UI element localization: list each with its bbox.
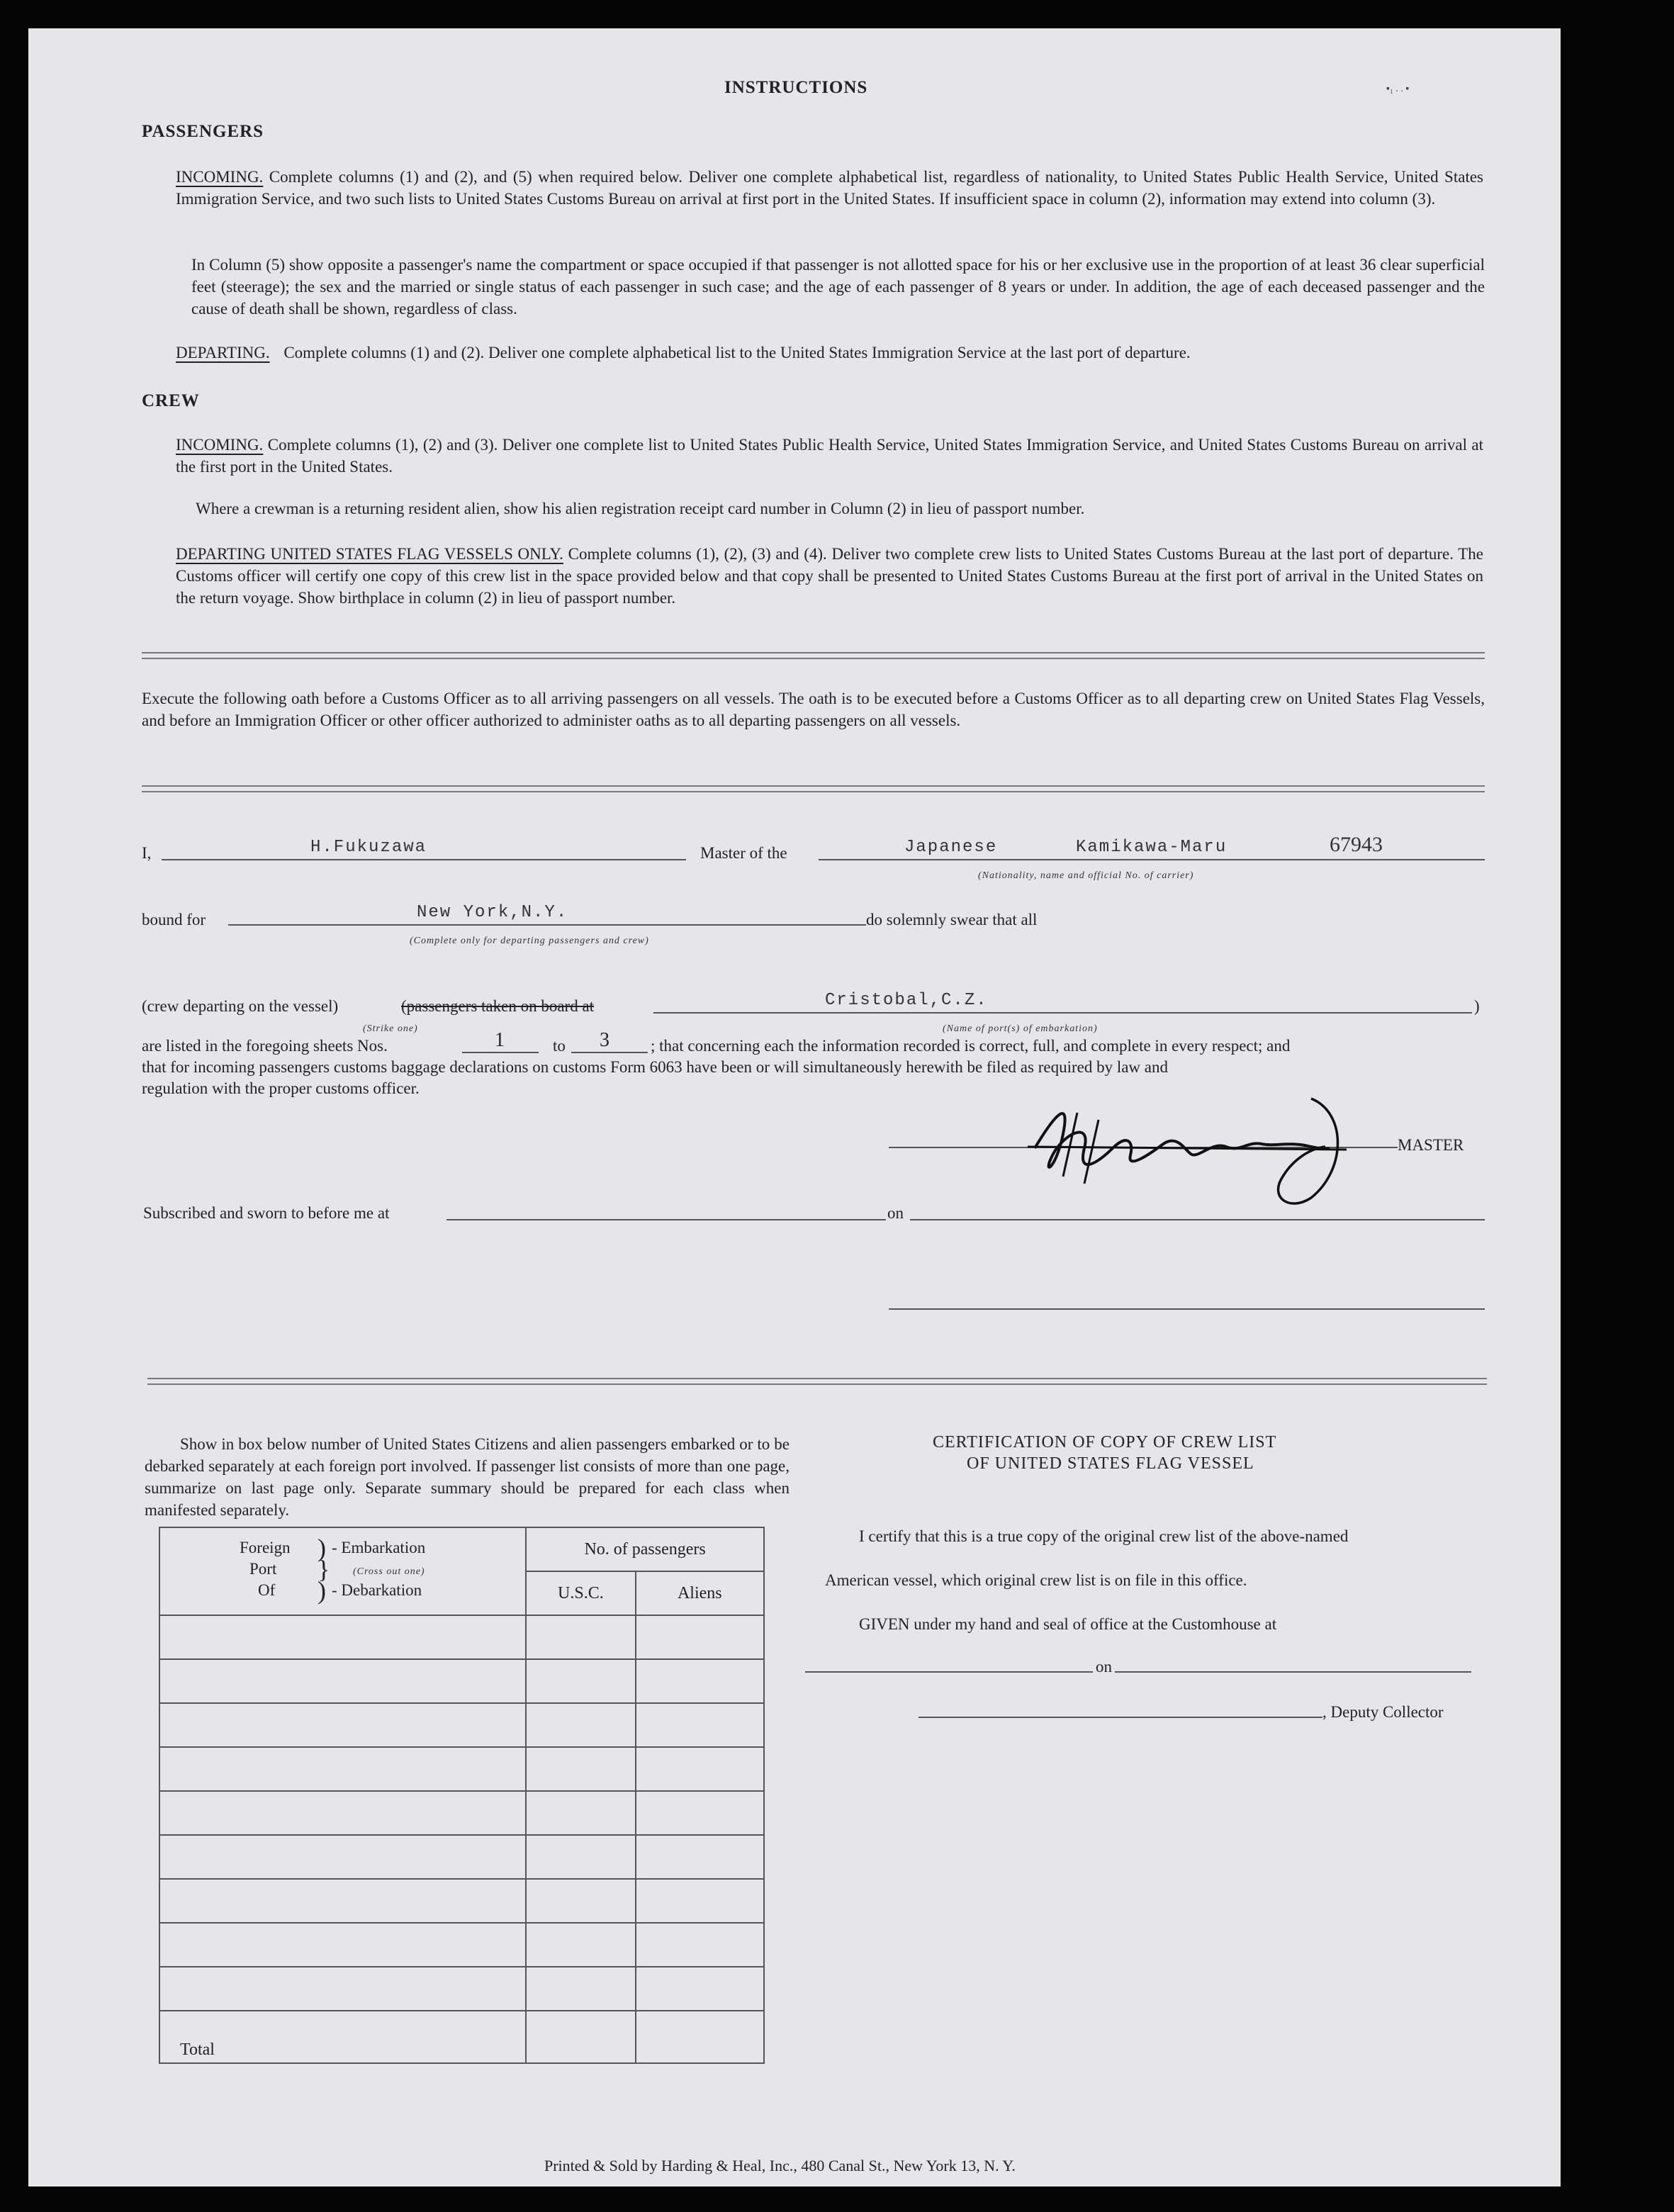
passengers-departing-text: Complete columns (1) and (2). Deliver one complete alphabetical list to the United States Immigration Service at the last port of departure. <box>283 344 1191 361</box>
table-cell <box>159 1703 526 1747</box>
certification-title-line-2: OF UNITED STATES FLAG VESSEL <box>967 1454 1254 1473</box>
crew-departing-label: DEPARTING UNITED STATES FLAG VESSELS ONLY. <box>176 545 563 563</box>
nationality-value: Japanese <box>904 838 998 857</box>
listed-label: are listed in the foregoing sheets Nos. <box>142 1037 388 1055</box>
table-cell <box>636 1703 764 1747</box>
bound-for-line <box>228 924 866 926</box>
crew-departing-paragraph <box>176 543 1483 609</box>
brace-middle: } <box>318 1555 330 1583</box>
sworn-date-line <box>910 1219 1485 1220</box>
to-label: to <box>553 1037 566 1055</box>
port-caption: (Name of port(s) of embarkation) <box>943 1023 1098 1034</box>
table-cell <box>159 1659 526 1703</box>
aliens-header: Aliens <box>636 1571 764 1615</box>
sheet-to-value: 3 <box>600 1029 610 1051</box>
official-number-value: 67943 <box>1330 833 1383 856</box>
col-debarkation-label: - Debarkation <box>332 1581 422 1599</box>
table-cell <box>636 1923 764 1967</box>
master-name-value: H.Fukuzawa <box>310 838 427 857</box>
table-cell <box>159 1791 526 1835</box>
col-port-label: Port <box>249 1560 277 1578</box>
certification-text-line-3: GIVEN under my hand and seal of office at the Customhouse at <box>859 1615 1277 1633</box>
col-crossout-label: (Cross out one) <box>353 1566 425 1577</box>
crew-incoming-label: INCOMING. <box>176 436 264 454</box>
port-value: Cristobal,C.Z. <box>825 991 988 1010</box>
officer-signature-line <box>889 1308 1485 1310</box>
listed-text-line-1: ; that concerning each the information recorded is correct, full, and complete in every respect; and <box>651 1037 1291 1055</box>
table-cell <box>159 1879 526 1923</box>
oath-i-label: I, <box>142 844 152 862</box>
master-name-line <box>162 859 686 860</box>
passenger-summary-table <box>159 1527 765 2064</box>
bound-for-value: New York,N.Y. <box>417 903 568 922</box>
table-cell <box>526 1879 635 1923</box>
printer-footer: Printed & Sold by Harding & Heal, Inc., 480 Canal St., New York 13, N. Y. <box>544 2157 1016 2174</box>
table-cell <box>526 1615 635 1659</box>
table-cell <box>526 2011 635 2063</box>
carrier-line <box>819 859 1485 860</box>
customhouse-line <box>805 1671 1471 1673</box>
passengers-incoming-paragraph <box>176 166 1483 210</box>
section-divider <box>142 652 1485 659</box>
total-label: Total <box>159 2011 526 2063</box>
sworn-place-line <box>446 1219 886 1220</box>
certification-text-line-2: American vessel, which original crew list is on file in this office. <box>825 1571 1247 1589</box>
table-cell <box>159 1835 526 1879</box>
listed-text-line-2: that for incoming passengers customs baggage declarations on customs Form 6063 have been or will simultaneously herewith be filed as required by law and <box>142 1058 1169 1076</box>
col-embarkation-label: - Embarkation <box>332 1539 426 1556</box>
certification-title-line-1: CERTIFICATION OF COPY OF CREW LIST <box>933 1433 1277 1452</box>
port-header-cell <box>159 1527 526 1615</box>
brace-top: ) <box>318 1534 326 1562</box>
carrier-caption: (Nationality, name and official No. of carrier) <box>978 870 1194 881</box>
sheet-from-line <box>462 1052 539 1053</box>
table-cell <box>636 1615 764 1659</box>
table-cell <box>636 2011 764 2063</box>
table-cell <box>526 1747 635 1791</box>
table-cell <box>526 1659 635 1703</box>
sheet-to-line <box>571 1052 648 1053</box>
passengers-departing-paragraph <box>176 342 1191 364</box>
no-passengers-header: No. of passengers <box>526 1527 764 1571</box>
crew-resident-text: Where a crewman is a returning resident alien, show his alien registration receipt card number in Column (2) in lieu of passport number. <box>196 500 1085 517</box>
deputy-collector-label: , Deputy Collector <box>1322 1703 1444 1721</box>
passengers-departing-label: DEPARTING. <box>176 344 270 361</box>
close-paren: ) <box>1474 997 1480 1015</box>
col-foreign-label: Foreign <box>240 1539 291 1556</box>
table-cell <box>526 1703 635 1747</box>
passengers-incoming-text: Complete columns (1) and (2), and (5) when required below. Deliver one complete alphabetical list, regardless of nationality, to United States Public Health Service, United States Immigration Service, and two such lists to United States Customs Bureau on arrival at first port in the United States. If insufficient space in column (2), information may extend into column (3). <box>176 168 1483 208</box>
corner-mark: ▪₁ . . ▪ <box>1386 84 1410 94</box>
table-cell <box>526 1791 635 1835</box>
table-cell <box>636 1967 764 2011</box>
table-cell <box>636 1659 764 1703</box>
subscribed-label: Subscribed and sworn to before me at <box>143 1204 390 1222</box>
usc-header: U.S.C. <box>526 1571 635 1615</box>
table-cell <box>159 1923 526 1967</box>
sheet-from-value: 1 <box>495 1029 505 1051</box>
crew-incoming-paragraph <box>176 434 1483 478</box>
table-cell <box>636 1791 764 1835</box>
struck-passengers-text: (passengers taken on board at <box>401 997 595 1015</box>
col-of-label: Of <box>258 1581 276 1599</box>
oath-intro-text: Execute the following oath before a Customs Officer as to all arriving passengers on all vessels. The oath is to be executed before a Customs Officer as to all departing crew on United States Flag Vessels, and before an Immigration Officer or other officer authorized to administer oaths as to all departing passengers on all vessels. <box>142 690 1485 729</box>
deputy-signature-line <box>919 1717 1322 1718</box>
certification-text-line-1: I certify that this is a true copy of the original crew list of the above-named <box>859 1527 1349 1545</box>
bound-for-label: bound for <box>142 911 206 928</box>
passengers-incoming-label: INCOMING. <box>176 168 264 186</box>
master-label: MASTER <box>1398 1136 1464 1154</box>
crew-heading: CREW <box>142 391 200 410</box>
port-line <box>653 1012 1472 1014</box>
section-divider <box>147 1378 1487 1385</box>
master-of-label: Master of the <box>700 844 787 862</box>
master-signature <box>1013 1070 1354 1212</box>
sworn-on-label: on <box>887 1204 904 1222</box>
swear-text: do solemnly swear that all <box>866 911 1038 928</box>
table-cell <box>526 1923 635 1967</box>
crew-departing-label: (crew departing on the vessel) <box>142 997 339 1015</box>
document-page <box>28 28 1561 2186</box>
summary-instructions: Show in box below number of United States Citizens and alien passengers embarked or to be debarked separately at each foreign port involved. If passenger list consists of more than one page, summarize on last page only. Separate summary should be prepared for each class when manifested separately. <box>145 1435 790 1519</box>
table-cell <box>159 1747 526 1791</box>
crew-incoming-text: Complete columns (1), (2) and (3). Deliver one complete list to United States Public Health Service, United States Immigration Service, and United States Customs Bureau on arrival at the first port in the United States. <box>176 436 1483 476</box>
table-cell <box>159 1615 526 1659</box>
bound-for-caption: (Complete only for departing passengers and crew) <box>410 936 649 946</box>
strike-caption: (Strike one) <box>363 1023 418 1034</box>
table-cell <box>159 1967 526 2011</box>
passengers-column5-text: In Column (5) show opposite a passenger's name the compartment or space occupied if that passenger is not allotted space for his or her exclusive use in the proportion of at least 36 clear superficial feet (steerage); the sex and the married or single status of each passenger in such case; and the age of each passenger of 8 years or under. In addition, the age of each deceased passenger and the cause of death shall be shown, regardless of class. <box>191 256 1485 318</box>
listed-text-line-3: regulation with the proper customs officer. <box>142 1079 420 1097</box>
certification-on-label: on <box>1093 1656 1115 1678</box>
vessel-name-value: Kamikawa-Maru <box>1076 838 1228 857</box>
brace-bottom: ) <box>318 1576 326 1605</box>
crew-departing-text: Complete columns (1), (2), (3) and (4). Deliver two complete crew lists to United States Customs Bureau at the last port of departure. The Customs officer will certify one copy of this crew list in the space provided below and that copy shall be presented to United States Customs Bureau at the first port of arrival in the United States on the return voyage. Show birthplace in column (2) in lieu of passport number. <box>176 545 1484 607</box>
table-cell <box>636 1835 764 1879</box>
table-cell <box>636 1747 764 1791</box>
section-divider <box>142 785 1485 792</box>
table-cell <box>526 1835 635 1879</box>
page-title: INSTRUCTIONS <box>724 78 868 97</box>
passengers-heading: PASSENGERS <box>142 122 264 141</box>
table-cell <box>636 1879 764 1923</box>
table-cell <box>526 1967 635 2011</box>
